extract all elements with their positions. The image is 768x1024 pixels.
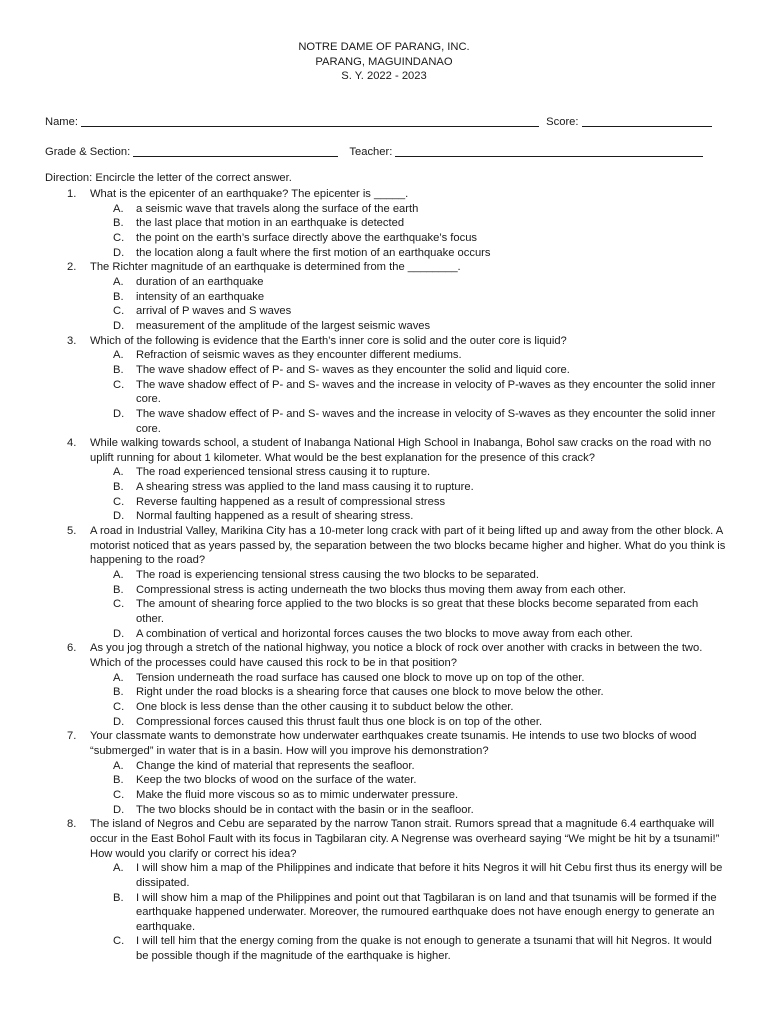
choice-letter[interactable]: B.	[113, 583, 124, 596]
question-number: 6.	[67, 642, 77, 655]
name-field[interactable]	[81, 114, 539, 127]
question-number: 5.	[67, 525, 77, 538]
answer-choice[interactable]	[0, 861, 768, 890]
choice-letter[interactable]: D.	[113, 510, 125, 523]
score-label: Score:	[546, 116, 579, 128]
question-text: Your classmate wants to demonstrate how underwater earthquakes create tsunamis. He intends to use two blocks of wood “submerged” in water that is in a basin. How will you improve his demonstration?	[90, 730, 697, 757]
choice-text: arrival of P waves and S waves	[136, 305, 292, 318]
choice-text: Keep the two blocks of wood on the surface of the water.	[136, 774, 417, 787]
answer-choice[interactable]	[0, 583, 768, 598]
answer-choice[interactable]	[0, 568, 768, 583]
choice-list	[0, 465, 768, 524]
choice-letter[interactable]: C.	[113, 305, 125, 318]
choice-list	[0, 348, 768, 436]
choice-text: One block is less dense than the other causing it to subduct below the other.	[136, 700, 514, 713]
grade-section-label: Grade & Section:	[45, 146, 131, 158]
choice-list	[0, 202, 768, 261]
choice-text: duration of an earthquake	[136, 275, 264, 288]
choice-letter[interactable]: A.	[113, 275, 124, 288]
choice-text: The amount of shearing force applied to the two blocks is so great that these blocks become separated from each other.	[136, 598, 699, 626]
choice-text: Normal faulting happened as a result of shearing stress.	[136, 510, 414, 523]
choice-list	[0, 759, 768, 818]
choice-letter[interactable]: D.	[113, 715, 125, 728]
choice-text: Make the fluid more viscous so as to mimic underwater pressure.	[136, 788, 459, 801]
score-field[interactable]	[582, 114, 712, 127]
page-header	[0, 40, 768, 84]
answer-choice[interactable]	[0, 700, 768, 715]
question-item	[0, 641, 768, 670]
choice-text: I will show him a map of the Philippines and point out that Tagbilaran is on land and that tsunamis will be formed if the earthquake happened underwater. Moreover, the rumoured earthquake does not have enough energy to generate an earthquake.	[136, 891, 717, 933]
answer-choice[interactable]	[0, 891, 768, 935]
question-number: 1.	[67, 188, 77, 200]
question-item	[0, 729, 768, 758]
answer-choice[interactable]	[0, 246, 768, 261]
choice-text: intensity of an earthquake	[136, 290, 265, 303]
choice-letter[interactable]: D.	[113, 627, 125, 640]
question-item	[0, 260, 768, 275]
choice-letter[interactable]: B.	[113, 363, 124, 376]
choice-text: Refraction of seismic waves as they encounter different mediums.	[136, 349, 462, 362]
choice-letter[interactable]: C.	[113, 231, 125, 244]
question-number: 4.	[67, 437, 77, 450]
choice-letter[interactable]: C.	[113, 598, 125, 611]
teacher-label: Teacher:	[349, 146, 393, 158]
answer-choice[interactable]	[0, 378, 768, 407]
answer-choice[interactable]	[0, 231, 768, 246]
answer-choice[interactable]	[0, 597, 768, 626]
choice-letter[interactable]: B.	[113, 290, 124, 303]
answer-choice[interactable]	[0, 348, 768, 363]
choice-letter[interactable]: A.	[113, 202, 124, 215]
choice-letter[interactable]: D.	[113, 407, 125, 420]
answer-choice[interactable]	[0, 363, 768, 378]
answer-choice[interactable]	[0, 465, 768, 480]
answer-choice[interactable]	[0, 803, 768, 818]
question-text: The Richter magnitude of an earthquake is determined from the ________.	[90, 261, 461, 274]
question-item	[0, 187, 768, 202]
choice-text: The wave shadow effect of P- and S- waves and the increase in velocity of P-waves as they encounter the solid inner core.	[136, 378, 716, 406]
name-label: Name:	[45, 116, 78, 128]
answer-choice[interactable]	[0, 759, 768, 774]
choice-list	[0, 671, 768, 730]
choice-text: A shearing stress was applied to the land mass causing it to rupture.	[136, 481, 474, 494]
choice-letter[interactable]: B.	[113, 774, 124, 787]
name-score-row	[45, 114, 725, 128]
teacher-field[interactable]	[395, 144, 703, 157]
choice-letter[interactable]: C.	[113, 935, 125, 948]
answer-choice[interactable]	[0, 773, 768, 788]
choice-text: The road is experiencing tensional stress causing the two blocks to be separated.	[136, 569, 539, 582]
choice-text: I will tell him that the energy coming from the quake is not enough to generate a tsunami that will hit Negros. It would be possible though if the magnitude of the earthquake is higher.	[136, 935, 712, 963]
question-text: The island of Negros and Cebu are separated by the narrow Tanon strait. Rumors spread that a magnitude 6.4 earthquake will occur in the East Bohol Fault with its focus in Tagbilaran city. A Negrense was overheard saying “We might be hit by a tsunami!” How would you clarify or correct his idea?	[90, 818, 720, 860]
choice-letter[interactable]: B.	[113, 217, 124, 230]
choice-text: I will show him a map of the Philippines and indicate that before it hits Negros it will hit Cebu first thus its energy will be dissipated.	[136, 862, 723, 889]
choice-letter[interactable]: A.	[113, 466, 124, 479]
question-text: What is the epicenter of an earthquake? The epicenter is _____.	[90, 188, 409, 200]
answer-choice[interactable]	[0, 216, 768, 231]
school-location: PARANG, MAGUINDANAO	[315, 55, 453, 68]
choice-text: measurement of the amplitude of the largest seismic waves	[136, 319, 431, 332]
answer-choice[interactable]	[0, 275, 768, 290]
grade-teacher-row	[45, 144, 725, 158]
question-text: As you jog through a stretch of the national highway, you notice a block of rock over another with cracks in between the two. Which of the processes could have caused this rock to be in that position?	[90, 642, 703, 669]
choice-text: Compressional stress is acting underneath the two blocks thus moving them away from each other.	[136, 583, 627, 596]
choice-text: Right under the road blocks is a shearing force that causes one block to move below the other.	[136, 686, 604, 699]
question-item	[0, 334, 768, 349]
choice-letter[interactable]: A.	[113, 671, 124, 684]
choice-list	[0, 568, 768, 641]
choice-text: The wave shadow effect of P- and S- waves and the increase in velocity of S-waves as they encounter the solid inner core.	[136, 407, 716, 435]
question-number: 8.	[67, 818, 77, 831]
choice-list	[0, 275, 768, 334]
answer-choice[interactable]	[0, 407, 768, 436]
choice-letter[interactable]: D.	[113, 803, 125, 816]
answer-choice[interactable]	[0, 627, 768, 642]
choice-text: Reverse faulting happened as a result of compressional stress	[136, 495, 446, 508]
answer-choice[interactable]	[0, 480, 768, 495]
choice-letter[interactable]: A.	[113, 862, 124, 875]
answer-choice[interactable]	[0, 788, 768, 803]
direction-text: Direction: Encircle the letter of the correct answer.	[45, 172, 292, 184]
choice-text: the last place that motion in an earthquake is detected	[136, 217, 405, 230]
choice-letter[interactable]: C.	[113, 788, 125, 801]
answer-choice[interactable]	[0, 495, 768, 510]
school-year: S. Y. 2022 - 2023	[341, 70, 427, 83]
question-number: 3.	[67, 334, 77, 347]
choice-text: the point on the earth’s surface directly above the earthquake’s focus	[136, 231, 478, 244]
choice-letter[interactable]: C.	[113, 495, 125, 508]
question-number: 2.	[67, 261, 77, 274]
question-list	[0, 187, 768, 964]
school-name: NOTRE DAME OF PARANG, INC.	[298, 41, 470, 53]
choice-letter[interactable]: D.	[113, 319, 125, 332]
choice-text: The road experienced tensional stress causing it to rupture.	[136, 466, 431, 479]
question-item	[0, 436, 768, 465]
answer-choice[interactable]	[0, 202, 768, 217]
choice-text: a seismic wave that travels along the surface of the earth	[136, 202, 419, 215]
choice-text: The two blocks should be in contact with the basin or in the seafloor.	[136, 803, 474, 816]
answer-choice[interactable]	[0, 715, 768, 730]
question-item	[0, 817, 768, 861]
choice-letter[interactable]: B.	[113, 686, 124, 699]
question-text: Which of the following is evidence that the Earth’s inner core is solid and the outer core is liquid?	[90, 334, 567, 347]
choice-letter[interactable]: D.	[113, 246, 125, 259]
choice-letter[interactable]: C.	[113, 378, 125, 391]
choice-text: the location along a fault where the first motion of an earthquake occurs	[136, 246, 491, 259]
question-text: While walking towards school, a student of Inabanga National High School in Inabanga, Bohol saw cracks on the road with no uplift running for about 1 kilometer. What would be the best explanation for the presence of this crack?	[90, 437, 712, 464]
choice-list	[0, 861, 768, 964]
answer-choice[interactable]	[0, 290, 768, 305]
answer-choice[interactable]	[0, 671, 768, 686]
answer-choice[interactable]	[0, 934, 768, 963]
choice-letter[interactable]: A.	[113, 569, 124, 582]
question-item	[0, 524, 768, 568]
choice-text: Change the kind of material that represents the seafloor.	[136, 759, 415, 772]
answer-choice[interactable]	[0, 685, 768, 700]
choice-text: Tension underneath the road surface has caused one block to move up on top of the other.	[136, 671, 585, 684]
choice-text: A combination of vertical and horizontal forces causes the two blocks to move away from each other.	[136, 627, 633, 640]
grade-section-field[interactable]	[133, 144, 338, 157]
choice-letter[interactable]: B.	[113, 481, 124, 494]
choice-text: Compressional forces caused this thrust fault thus one block is on top of the other.	[136, 715, 543, 728]
answer-choice[interactable]	[0, 509, 768, 524]
answer-choice[interactable]	[0, 319, 768, 334]
choice-letter[interactable]: A.	[113, 759, 124, 772]
choice-letter[interactable]: C.	[113, 700, 125, 713]
answer-choice[interactable]	[0, 304, 768, 319]
question-number: 7.	[67, 730, 77, 743]
choice-letter[interactable]: B.	[113, 891, 124, 904]
choice-text: The wave shadow effect of P- and S- waves as they encounter the solid and liquid core.	[136, 363, 570, 376]
question-text: A road in Industrial Valley, Marikina City has a 10-meter long crack with part of it being lifted up and away from the other block. A motorist noticed that as years passed by, the separation between the two blocks became higher and higher. What do you think is happening to the road?	[90, 525, 726, 567]
choice-letter[interactable]: A.	[113, 349, 124, 362]
